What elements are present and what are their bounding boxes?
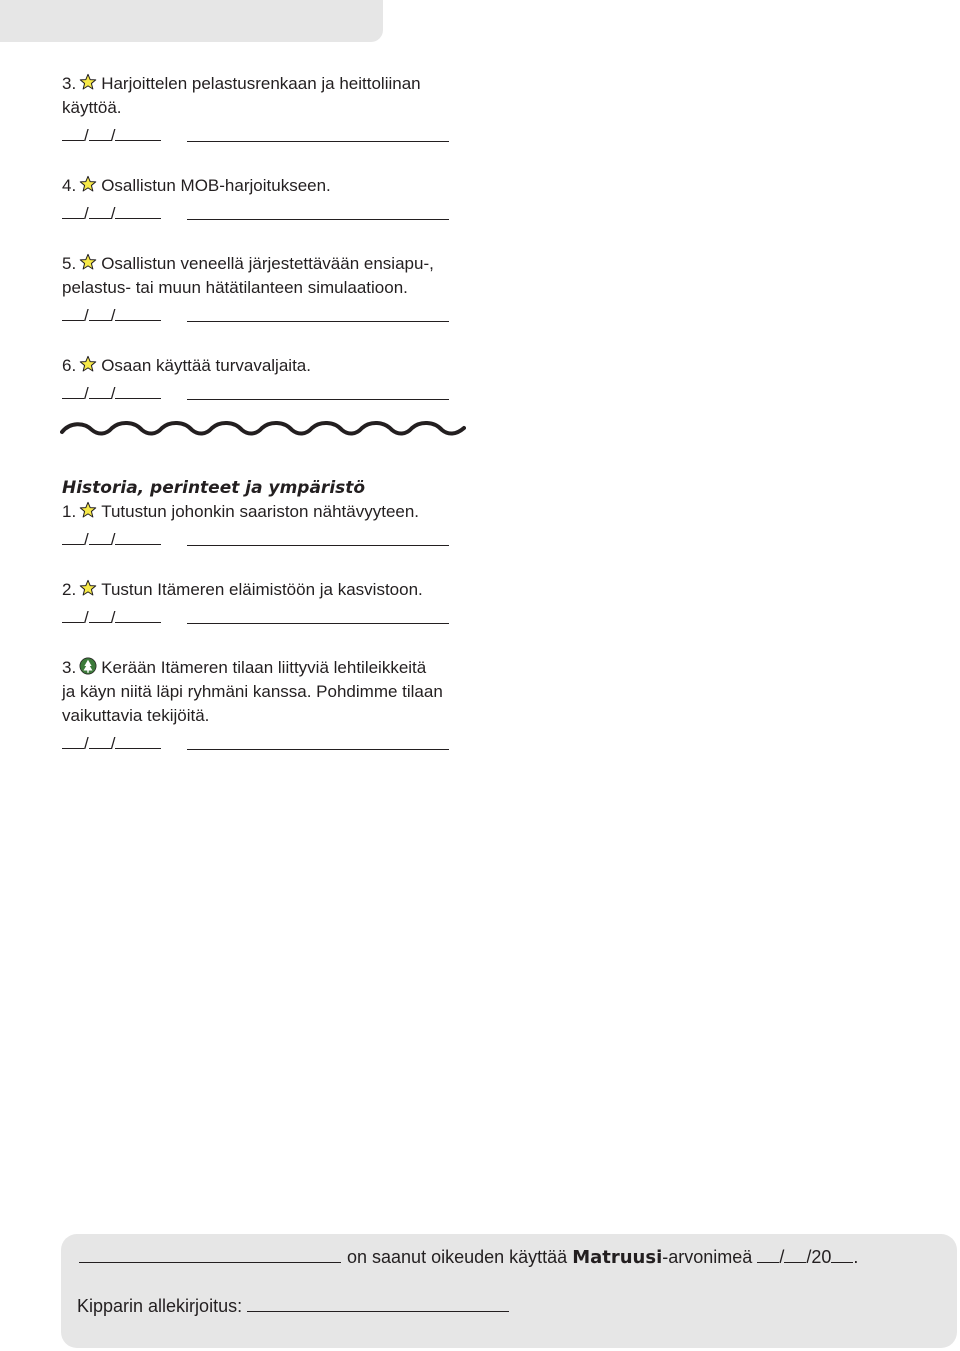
item-number: 5. <box>62 254 77 273</box>
date-field[interactable]: / / <box>62 382 161 406</box>
item-text: vaikuttavia tekijöitä. <box>62 706 210 725</box>
list-item <box>62 252 482 328</box>
date-field[interactable]: / / <box>62 528 161 552</box>
name-field[interactable] <box>79 1246 341 1263</box>
list-item <box>62 656 482 756</box>
certificate-text: -arvonimeä <box>662 1247 753 1267</box>
certificate-line: on saanut oikeuden käyttää Matruusi-arvonimeä / /20 . <box>79 1244 858 1271</box>
item-text: Kerään Itämeren tilaan liittyviä lehtileikkeitä <box>101 658 427 677</box>
star-icon <box>79 355 97 373</box>
item-number: 3. <box>62 74 77 93</box>
signature-line[interactable] <box>187 321 449 322</box>
year-prefix: /20 <box>806 1247 832 1267</box>
signature-row <box>62 732 482 756</box>
signature-line[interactable] <box>187 623 449 624</box>
date-field[interactable]: / / <box>62 606 161 630</box>
signature-row <box>62 304 482 328</box>
item-text: Osaan käyttää turvavaljaita. <box>101 356 311 375</box>
signature-line[interactable] <box>187 141 449 142</box>
star-icon <box>79 579 97 597</box>
star-icon <box>79 253 97 271</box>
signature-line[interactable] <box>187 545 449 546</box>
signature-label: Kipparin allekirjoitus: <box>77 1296 243 1316</box>
signature-line[interactable] <box>187 399 449 400</box>
star-icon <box>79 175 97 193</box>
date-field[interactable]: / / <box>62 732 161 756</box>
item-text: Harjoittelen pelastusrenkaan ja heittoliinan <box>101 74 421 93</box>
item-text: Osallistun MOB-harjoitukseen. <box>101 176 331 195</box>
certificate-panel <box>61 1234 957 1348</box>
item-text: ja käyn niitä läpi ryhmäni kanssa. Pohdimme tilaan <box>62 682 443 701</box>
month-field[interactable] <box>784 1246 806 1263</box>
page-header-tab <box>0 0 383 42</box>
item-number: 3. <box>62 658 77 677</box>
item-number: 1. <box>62 502 77 521</box>
day-field[interactable] <box>757 1246 779 1263</box>
date-field[interactable]: / / <box>62 124 161 148</box>
item-text: Tutustun johonkin saariston nähtävyyteen. <box>101 502 420 521</box>
signature-row <box>62 606 482 630</box>
list-item <box>62 72 482 148</box>
star-icon <box>79 501 97 519</box>
signature-row <box>62 202 482 226</box>
certificate-text: on saanut oikeuden käyttää <box>347 1247 568 1267</box>
item-number: 2. <box>62 580 77 599</box>
item-text: käyttöä. <box>62 98 122 117</box>
item-text: Tustun Itämeren eläimistöön ja kasvistoon. <box>101 580 423 599</box>
checklist-content <box>62 72 482 756</box>
wave-divider <box>60 418 466 442</box>
year-field[interactable] <box>831 1246 853 1263</box>
signature-line[interactable] <box>187 219 449 220</box>
list-item <box>62 354 482 406</box>
list-item <box>62 174 482 226</box>
list-item <box>62 578 482 630</box>
list-item <box>62 500 482 552</box>
signature-line-row <box>77 1293 509 1319</box>
item-text: Osallistun veneellä järjestettävään ensiapu-, <box>101 254 434 273</box>
date-field[interactable]: / / <box>62 202 161 226</box>
date-field[interactable]: / / <box>62 304 161 328</box>
signature-row <box>62 528 482 552</box>
star-icon <box>79 73 97 91</box>
signature-line[interactable] <box>187 749 449 750</box>
item-number: 6. <box>62 356 77 375</box>
signature-row <box>62 124 482 148</box>
captain-signature-field[interactable] <box>247 1295 509 1312</box>
section-title: Historia, perinteet ja ympäristö <box>62 478 366 498</box>
signature-row <box>62 382 482 406</box>
item-number: 4. <box>62 176 77 195</box>
tree-icon <box>79 657 97 675</box>
item-text: pelastus- tai muun hätätilanteen simulaatioon. <box>62 278 408 297</box>
badge-name: Matruusi <box>572 1247 663 1268</box>
